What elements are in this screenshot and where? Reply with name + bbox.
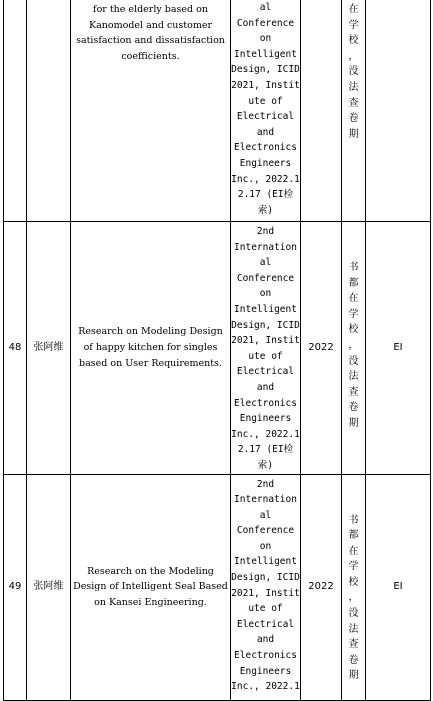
table-row — [4, 0, 431, 222]
remark-char: 查 — [348, 97, 359, 109]
venue-line: on — [259, 33, 272, 45]
venue-line: Electrical — [236, 366, 295, 378]
paper-title-cell: Research on Modeling Design of happy kitchen for singles based on User Requirements. — [71, 222, 231, 475]
paper-title-cell: for the elderly based on Kanomodel and customer satisfaction and dissatisfaction coefficients. — [71, 0, 231, 222]
remark-char: 查 — [348, 639, 359, 651]
venue-line: Internation — [234, 494, 297, 506]
index-cell: EI — [366, 474, 431, 700]
venue-line: ute of — [248, 350, 283, 362]
remark-char: 都 — [348, 530, 359, 542]
venue-line: Engineers — [239, 413, 292, 425]
author-cell: 张阿维 — [27, 474, 71, 700]
table-body — [4, 0, 431, 700]
venue-line: Design, ICID — [231, 64, 300, 76]
remark-char: 法 — [348, 371, 359, 383]
venue-line: Conference — [236, 525, 295, 537]
venue-line: Intelligent — [234, 303, 297, 315]
remark-char: 期 — [348, 128, 359, 140]
venue-line: Electrical — [236, 111, 295, 123]
venue-line: Electronics — [234, 650, 297, 662]
remark-char: 校 — [348, 576, 359, 588]
publication-table — [3, 0, 431, 701]
remark-char: 卷 — [348, 402, 359, 414]
year-cell: 2022 — [301, 222, 342, 475]
venue-line: 2nd — [256, 478, 275, 490]
venue-line: 2021, Instit — [231, 587, 300, 599]
year-cell — [301, 0, 342, 222]
remark-char: 查 — [348, 386, 359, 398]
venue-cell — [231, 474, 301, 700]
venue-line: and — [256, 381, 275, 393]
venue-line: 2.17 (EI检 — [237, 189, 294, 201]
venue-line: Conference — [236, 17, 295, 29]
paper-title-cell: Research on the Modeling Design of Intelligent Seal Based on Kansei Engineering. — [71, 474, 231, 700]
row-number-cell: 49 — [4, 474, 27, 700]
remark-cell — [342, 222, 366, 475]
remark-char: 学 — [348, 308, 359, 320]
remark-char: 没 — [348, 66, 359, 78]
remark-char: 卷 — [348, 654, 359, 666]
author-cell: 张阿维 — [27, 222, 71, 475]
venue-line: Design, ICID — [231, 319, 300, 331]
remark-char: 书 — [348, 514, 359, 526]
remark-char: 学 — [348, 561, 359, 573]
venue-line: 索) — [257, 204, 274, 216]
venue-line: al — [259, 2, 272, 13]
venue-line: Intelligent — [234, 48, 297, 60]
venue-line: ute of — [248, 603, 283, 615]
venue-line: 2nd — [256, 226, 275, 237]
remark-char: 期 — [348, 417, 359, 429]
remark-char: 法 — [348, 623, 359, 635]
venue-line: Intelligent — [234, 556, 297, 568]
author-cell — [27, 0, 71, 222]
remark-cell — [342, 0, 366, 222]
venue-line: 2021, Instit — [231, 335, 300, 347]
remark-char: ， — [348, 50, 359, 62]
table-row — [4, 222, 431, 475]
venue-line: Engineers — [239, 665, 292, 677]
remark-char: 法 — [348, 81, 359, 93]
venue-cell — [231, 0, 301, 222]
remark-char: 在 — [348, 4, 359, 15]
venue-line: al — [259, 509, 272, 521]
venue-line: Conference — [236, 272, 295, 284]
venue-line: al — [259, 257, 272, 269]
remark-char: 都 — [348, 277, 359, 289]
remark-char: 书 — [348, 262, 359, 273]
remark-char: 在 — [348, 293, 359, 305]
row-number-cell: 48 — [4, 222, 27, 475]
venue-line: Internation — [234, 241, 297, 253]
table-row — [4, 474, 431, 700]
remark-cell — [342, 474, 366, 700]
venue-line: 2021, Instit — [231, 79, 300, 91]
remark-char: 校 — [348, 35, 359, 47]
remark-char: 卷 — [348, 113, 359, 125]
year-cell: 2022 — [301, 474, 342, 700]
remark-char: 没 — [348, 608, 359, 620]
venue-line: Electrical — [236, 618, 295, 630]
venue-line: 索) — [257, 459, 274, 471]
venue-line: Inc., 2022.1 — [231, 681, 300, 693]
venue-line: Design, ICID — [231, 572, 300, 584]
venue-line: on — [259, 288, 272, 300]
row-number-cell — [4, 0, 27, 222]
venue-line: 2.17 (EI检 — [237, 444, 294, 456]
venue-line: and — [256, 634, 275, 646]
remark-char: 期 — [348, 670, 359, 682]
index-cell — [366, 0, 431, 222]
remark-char: 没 — [348, 355, 359, 367]
remark-char: 学 — [348, 19, 359, 31]
venue-line: and — [256, 126, 275, 138]
venue-line: ute of — [248, 95, 283, 107]
venue-line: Engineers — [239, 157, 292, 169]
venue-line: Inc., 2022.1 — [231, 428, 300, 440]
remark-char: 校 — [348, 324, 359, 336]
venue-line: on — [259, 540, 272, 552]
remark-char: ， — [348, 592, 359, 604]
remark-char: ， — [348, 339, 359, 351]
index-cell: EI — [366, 222, 431, 475]
venue-cell — [231, 222, 301, 475]
venue-line: Electronics — [234, 397, 297, 409]
venue-line: Inc., 2022.1 — [231, 173, 300, 185]
remark-char: 在 — [348, 545, 359, 557]
venue-line: Electronics — [234, 142, 297, 154]
